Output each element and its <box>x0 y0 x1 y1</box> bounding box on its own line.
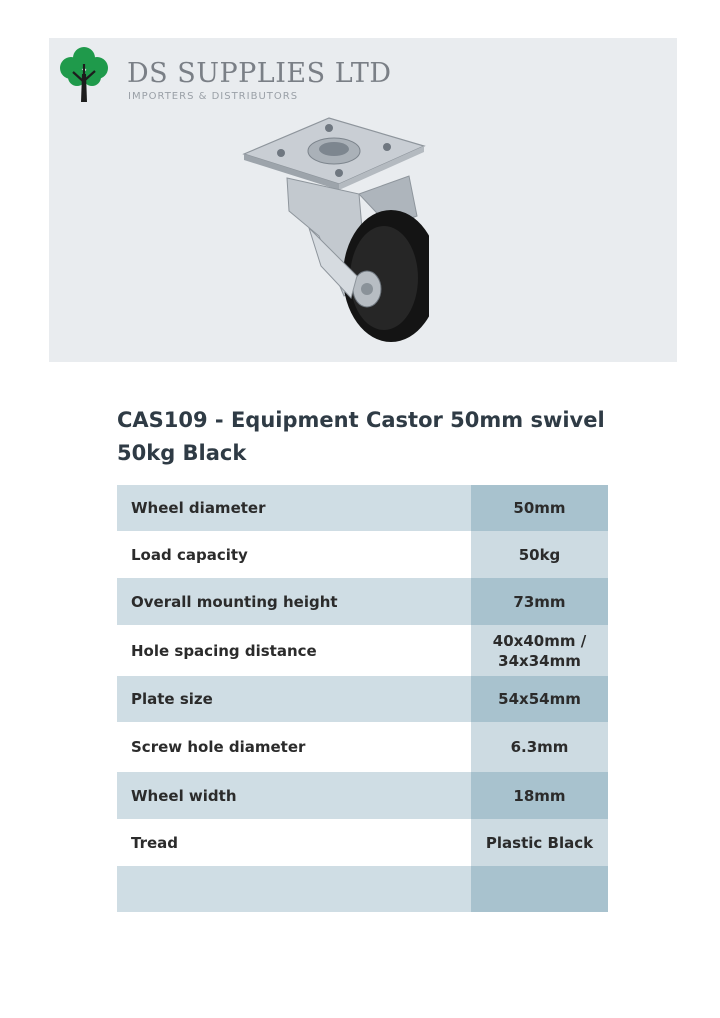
spec-label: Wheel diameter <box>117 485 471 531</box>
table-row <box>117 819 608 866</box>
brand-name: DS SUPPLIES LTD <box>127 58 392 89</box>
spec-label: Load capacity <box>117 531 471 578</box>
brand-tagline: IMPORTERS & DISTRIBUTORS <box>128 91 299 102</box>
product-hero <box>49 38 677 362</box>
table-row <box>117 866 608 912</box>
spec-table <box>117 485 608 912</box>
spec-value <box>471 866 608 912</box>
spec-value: 40x40mm / 34x34mm <box>471 625 608 676</box>
spec-value: 54x54mm <box>471 676 608 722</box>
table-row <box>117 676 608 722</box>
spec-value: 18mm <box>471 772 608 819</box>
spec-label: Plate size <box>117 676 471 722</box>
spec-label: Wheel width <box>117 772 471 819</box>
table-row <box>117 772 608 819</box>
brand-logo <box>57 44 417 104</box>
spec-value: 6.3mm <box>471 722 608 772</box>
table-row <box>117 625 608 676</box>
spec-label: Screw hole diameter <box>117 722 471 772</box>
spec-label <box>117 866 471 912</box>
spec-value: 50mm <box>471 485 608 531</box>
table-row <box>117 485 608 531</box>
spec-label: Hole spacing distance <box>117 625 471 676</box>
tree-icon <box>57 44 111 104</box>
table-row <box>117 531 608 578</box>
spec-value: Plastic Black <box>471 819 608 866</box>
product-title: CAS109 - Equipment Castor 50mm swivel 50kg Black <box>117 408 605 465</box>
spec-label: Overall mounting height <box>117 578 471 625</box>
swivel-castor-image <box>239 116 429 348</box>
spec-value: 73mm <box>471 578 608 625</box>
spec-label: Tread <box>117 819 471 866</box>
table-row <box>117 578 608 625</box>
spec-value: 50kg <box>471 531 608 578</box>
table-row <box>117 722 608 772</box>
